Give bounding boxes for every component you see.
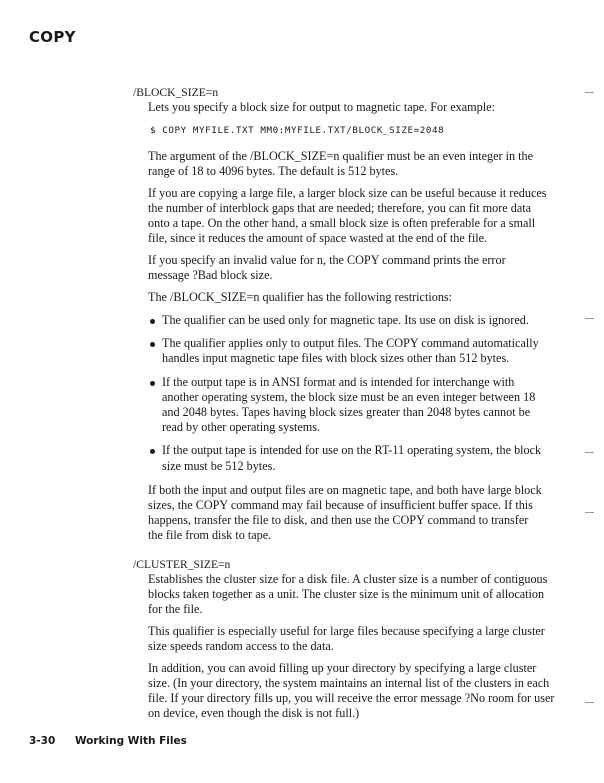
paragraph <box>148 253 563 283</box>
text-line: The qualifier applies only to output files. The COPY command automatically <box>162 336 539 351</box>
text-line: happens, transfer the file to disk, and then use the COPY command to transfer <box>148 513 529 528</box>
paragraph <box>148 624 563 654</box>
qualifier-section <box>133 85 563 544</box>
text-line: If you specify an invalid value for n, the COPY command prints the error <box>148 252 506 267</box>
text-line: another operating system, the block size must be an even integer between 18 <box>162 389 536 404</box>
bullet-item <box>148 443 563 473</box>
text-line: file. If your directory fills up, you will receive the error message ?No room for user <box>148 691 555 706</box>
bullet-item <box>148 313 563 328</box>
text-line: blocks taken together as a unit. The cluster size is the minimum unit of allocation <box>148 586 545 601</box>
text-line: If the output tape is in ANSI format and is intended for interchange with <box>162 374 515 389</box>
qualifier-section <box>133 557 563 722</box>
text-line: for the file. <box>148 602 203 617</box>
margin-mark <box>585 318 594 319</box>
text-line: The /BLOCK_SIZE=n qualifier has the following restrictions: <box>148 289 453 304</box>
qualifier-description <box>148 572 563 722</box>
paragraph <box>148 100 563 115</box>
paragraph <box>148 661 563 722</box>
paragraph <box>148 149 563 179</box>
text-line: the number of interblock gaps that are needed; therefore, you can fit more data <box>148 200 532 215</box>
text-line: In addition, you can avoid filling up your directory by specifying a large cluster <box>148 660 537 675</box>
bullet-item <box>148 375 563 436</box>
paragraph <box>148 290 563 305</box>
footer-section-title: Working With Files <box>74 735 187 747</box>
text-line: size. (In your directory, the system maintains an internal list of the clusters in each <box>148 676 550 690</box>
bullet-list <box>148 313 563 474</box>
text-line: and 2048 bytes. Tapes having block sizes greater than 2048 bytes cannot be <box>162 404 531 419</box>
text-line: range of 18 to 4096 bytes. The default is 512 bytes. <box>148 163 399 178</box>
text-line: handles input magnetic tape files with block sizes other than 512 bytes. <box>162 351 510 366</box>
document-body <box>133 85 563 722</box>
text-line: If both the input and output files are on magnetic tape, and both have large block <box>148 482 542 497</box>
text-line: This qualifier is especially useful for large files because specifying a large cluster <box>148 623 545 638</box>
text-line: message ?Bad block size. <box>148 268 273 283</box>
paragraph <box>148 186 563 247</box>
margin-mark <box>585 702 594 703</box>
text-line: sizes, the COPY command may fail because of insufficient buffer space. If this <box>148 497 533 512</box>
text-line: file, since it reduces the amount of space wasted at the end of the file. <box>148 231 488 246</box>
text-line: If you are copying a large file, a larger block size can be useful because it reduces <box>148 185 547 200</box>
code-example: $ COPY MYFILE.TXT MM0:MYFILE.TXT/BLOCK_SIZE=2048 <box>150 125 445 137</box>
margin-mark <box>585 512 594 513</box>
bullet-item <box>148 336 563 366</box>
qualifier-name: /BLOCK_SIZE=n <box>133 86 219 99</box>
text-line: on device, even though the disk is not full.) <box>148 706 360 721</box>
text-line: read by other operating systems. <box>162 420 321 435</box>
margin-mark <box>585 452 594 453</box>
page-footer <box>29 735 187 747</box>
text-line: Lets you specify a block size for output to magnetic tape. For example: <box>148 100 495 115</box>
text-line: The argument of the /BLOCK_SIZE=n qualifier must be an even integer in the <box>148 148 534 163</box>
page-number: 3-30 <box>29 735 56 747</box>
margin-mark <box>585 92 594 93</box>
text-line: Establishes the cluster size for a disk file. A cluster size is a number of contiguous <box>148 571 548 586</box>
text-line: size must be 512 bytes. <box>162 458 276 473</box>
text-line: The qualifier can be used only for magnetic tape. Its use on disk is ignored. <box>162 312 529 327</box>
page-title: COPY <box>29 28 76 46</box>
text-line: the file from disk to tape. <box>148 528 272 543</box>
text-line: onto a tape. On the other hand, a small block size is often preferable for a small <box>148 215 536 230</box>
paragraph <box>148 572 563 618</box>
qualifier-description <box>148 100 563 543</box>
qualifier-name: /CLUSTER_SIZE=n <box>133 557 231 571</box>
paragraph <box>148 483 563 544</box>
text-line: If the output tape is intended for use on the RT-11 operating system, the block <box>162 443 542 458</box>
text-line: size speeds random access to the data. <box>148 639 334 654</box>
